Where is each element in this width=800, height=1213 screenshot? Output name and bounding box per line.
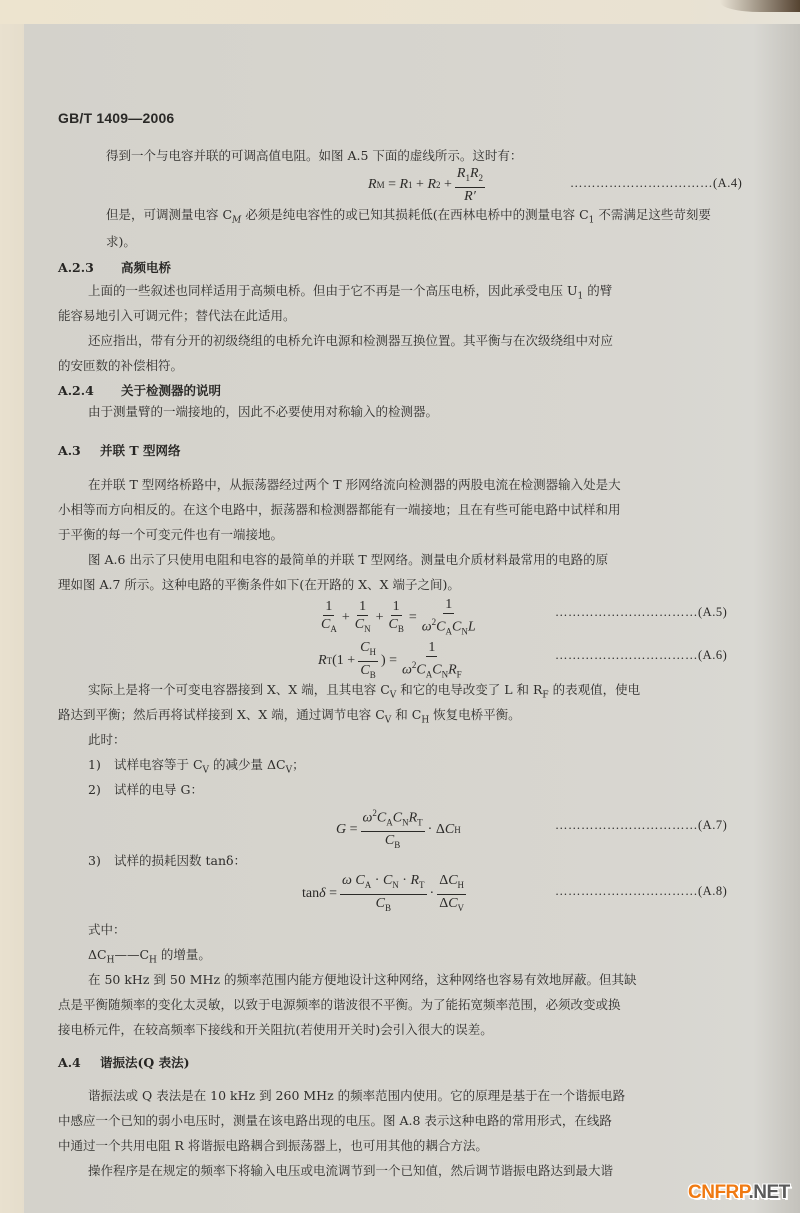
paragraph-line: 操作程序是在规定的频率下将输入电压或电流调节到一个已知值，然后调节谐振电路达到最大谐 bbox=[88, 1163, 614, 1178]
paragraph-line: 此时： bbox=[88, 732, 126, 747]
equation-number-a4: ……………………………(A.4) bbox=[570, 176, 743, 190]
paragraph-line: 谐振法或 Q 表法是在 10 kHz 到 260 MHz 的频率范围内使用。它的原理是基于在一个谐振电路 bbox=[88, 1088, 626, 1103]
list-item-3: 3) 试样的损耗因数 tanδ： bbox=[88, 853, 247, 868]
list-item-1: 1) 试样电容等于 $C_V$ 的减少量 $\Delta C_V$； bbox=[88, 757, 305, 776]
standard-number-header: GB/T 1409—2006 bbox=[58, 110, 175, 126]
paragraph-line: 上面的一些叙述也同样适用于高频电桥。但由于它不再是一个高压电桥，因此承受电压 $U_1$ 的臂 bbox=[88, 283, 613, 302]
page-top-margin bbox=[0, 0, 800, 24]
paragraph-line: 中感应一个已知的弱小电压时，测量在该电路出现的电压。图 A.8 表示这种电路的常用形式，在线路 bbox=[58, 1113, 612, 1128]
paragraph-line: 点是平衡随频率的变化太灵敏，以致于电源频率的谐波很不平衡。为了能拓宽频率范围，必须改变或换 bbox=[58, 997, 621, 1012]
paragraph-line: 实际上是将一个可变电容器接到 X、X 端，且其电容 $C_V$ 和它的电导改变了 L 和 $R_F$ 的表观值，使电 bbox=[88, 682, 641, 701]
paragraph-line: 图 A.6 出示了只使用电阻和电容的最简单的并联 T 型网络。测量电介质材料最常用的电路的原 bbox=[88, 552, 609, 567]
paragraph-line: 还应指出，带有分开的初级绕组的电桥允许电源和检测器互换位置。其平衡与在次级绕组中对应 bbox=[88, 333, 614, 348]
section-heading-a3: A.3 并联 T 型网络 bbox=[58, 443, 181, 458]
paragraph-line: 但是，可调测量电容 $C_M$ 必须是纯电容性的或已知其损耗低(在西林电桥中的测量电容 $C_1$ 不需满足这些苛刻要 bbox=[106, 207, 711, 226]
definition-line: $\Delta C_H——C_H$ 的增量。 bbox=[88, 947, 211, 966]
section-heading-a4: A.4 谐振法(Q 表法) bbox=[58, 1055, 190, 1070]
paragraph-line: 于平衡的每一个可变元件也有一端接地。 bbox=[58, 527, 284, 542]
paragraph-line: 在并联 T 型网络桥路中，从振荡器经过两个 T 形网络流向检测器的两股电流在检测器输入处是大 bbox=[88, 477, 621, 492]
paragraph-line: 中通过一个共用电阻 R 将谐振电路耦合到振荡器上，也可用其他的耦合方法。 bbox=[58, 1138, 488, 1153]
equation-a6: R T (1 + $\frac{C_H}{C_B}$ ) = $\frac{1}{\omega^2C_AC_NR_F}$ bbox=[318, 640, 462, 680]
paragraph-line: 式中： bbox=[88, 922, 126, 937]
equation-a4: R M = R 1 + R 2 + $\frac{R_1R_2}{R'}$ bbox=[368, 166, 484, 204]
paragraph-line: 理如图 A.7 所示。这种电路的平衡条件如下(在开路的 X、X 端子之间)。 bbox=[58, 577, 460, 592]
equation-number-a7: ……………………………(A.7) bbox=[555, 818, 728, 832]
paragraph-line: 的安匝数的补偿相符。 bbox=[58, 358, 184, 373]
paragraph-line: 接电桥元件，在较高频率下接线和开关阻抗(若使用开关时)会引入很大的误差。 bbox=[58, 1022, 493, 1037]
equation-a8: tan δ = $\frac{\omega C_A \cdot C_N \cdot R_T}{C_B}$ · $\frac{\Delta C_H}{\Delta C_V}$ bbox=[302, 873, 465, 913]
paragraph-line: 路达到平衡；然后再将试样接到 X、X 端，通过调节电容 $C_V$ 和 $C_H$ 恢复电桥平衡。 bbox=[58, 707, 521, 726]
paragraph-line: 求)。 bbox=[106, 234, 136, 249]
equation-a7: G = $\frac{\omega^2C_AC_NR_T}{C_B}$ · Δ C H bbox=[336, 808, 461, 851]
equation-number-a6: ……………………………(A.6) bbox=[555, 648, 728, 662]
site-watermark: CNFRP.NET bbox=[688, 1182, 790, 1203]
paragraph-line: 在 50 kHz 到 50 MHz 的频率范围内能方便地设计这种网络，这种网络也容易有效地屏蔽。但其缺 bbox=[88, 972, 637, 987]
equation-a5: $\frac{1}{C_A}$ + $\frac{1}{C_N}$ + $\frac{1}{C_B}$ = $\frac{1}{\omega^2C_AC_NL}$ bbox=[321, 597, 476, 637]
section-heading-a24: A.2.4 关于检测器的说明 bbox=[58, 383, 222, 398]
equation-number-a8: ……………………………(A.8) bbox=[555, 884, 728, 898]
paragraph-line: 由于测量臂的一端接地的，因此不必要使用对称输入的检测器。 bbox=[88, 404, 439, 419]
equation-number-a5: ……………………………(A.5) bbox=[555, 605, 728, 619]
paragraph-line: 能容易地引入可调元件；替代法在此适用。 bbox=[58, 308, 296, 323]
paragraph-line: 得到一个与电容并联的可调高值电阻。如图 A.5 下面的虚线所示。这时有： bbox=[106, 148, 523, 163]
paragraph-line: 小相等而方向相反的。在这个电路中，振荡器和检测器都能有一端接地；且在有些可能电路中试样和用 bbox=[58, 502, 621, 517]
list-item-2: 2) 试样的电导 G： bbox=[88, 782, 203, 797]
section-heading-a23: A.2.3 高频电桥 bbox=[58, 260, 172, 275]
